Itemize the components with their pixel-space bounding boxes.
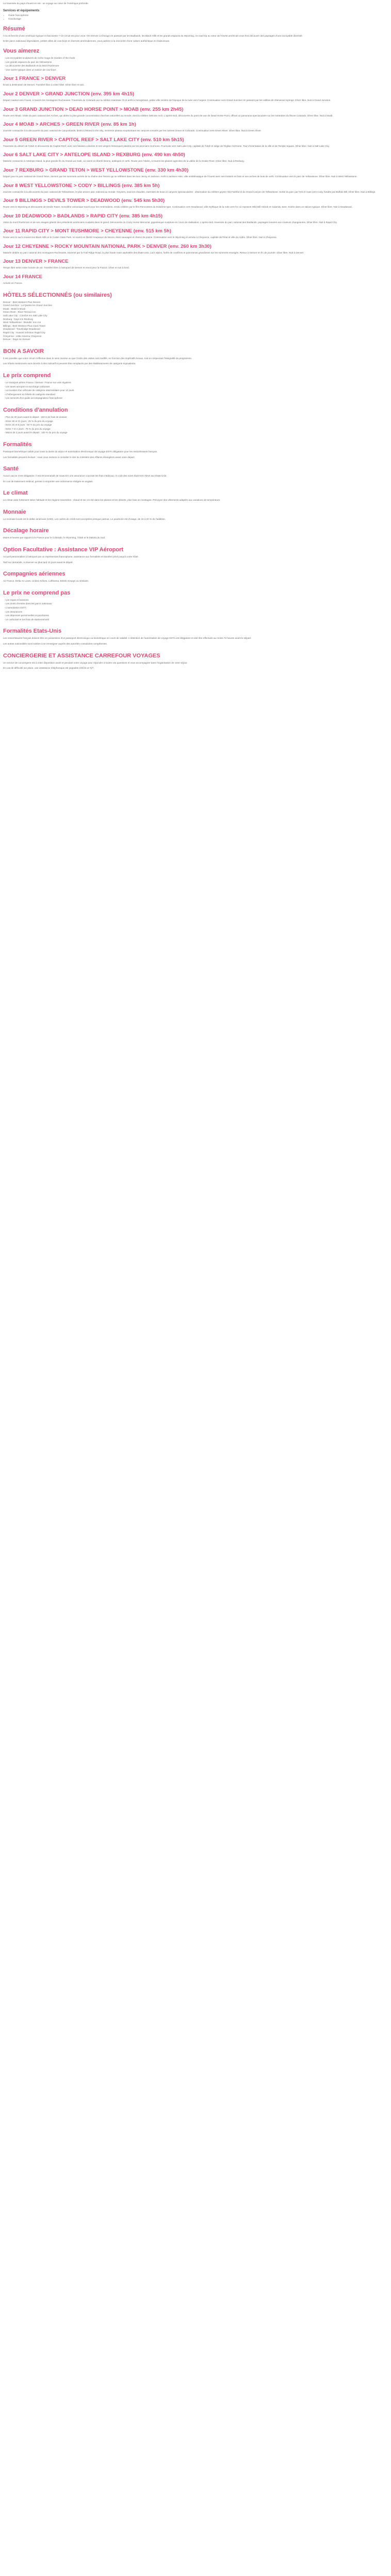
option-title: Option Facultative : Assistance VIP Aéroport [3, 547, 124, 553]
list-item: - Les dépenses personnelles et pourboires [4, 614, 380, 618]
list-item: Rexburg : Days Inn Rexburg [3, 317, 33, 320]
paragraph: Les ressortissants français doivent être en possession d'un passeport électronique ou biométrique en cours de validité. L'obtention de l'autorisation de voyage ESTA est obligatoire et doit être effectuée au moins 72 heures avant le départ. [3, 637, 252, 640]
list-item: Moab : Motel 6 Moab [3, 307, 26, 310]
paragraph: En cas de traitement médical, pensez à emporter une ordonnance rédigée en anglais. [3, 480, 93, 483]
day-text: Journée consacrée à la découverte du parc national de Yellowstone, le plus ancien parc national au monde. Geysers, sources chaudes, marmites de boue et canyons spectaculaires : observation du célèbre geyser Old Faithful et du Grand Canyon de Yellowstone. Sortie du parc par l'est et route vers Cody, fondée par Buffalo Bill. Dîner libre. Nuit à Billings. [3, 190, 376, 193]
day-text: Matinée dédiée au parc national des montagnes Rocheuses, traversé par la Trail Ridge Road, la plus haute route asphaltée des États-Unis. Lacs alpins, forêts de conifères et panoramas grandioses sur les sommets enneigés. Retour à Denver en fin de journée. Dîner libre. Nuit à Denver. [3, 251, 304, 254]
inclus-list [3, 381, 380, 400]
formalites-usa-title: Formalités Etats-Unis [3, 628, 62, 635]
compagnies-title: Compagnies aériennes [3, 571, 66, 578]
list-item: Cheyenne : Little America Cheyenne [3, 334, 42, 337]
intro-text: La traversée du pays d'ouest en est : un voyage au cœur de l'Amérique profonde. [3, 2, 89, 5]
list-item: - Moins de 2 jours avant le départ : 100 % du prix du voyage [4, 431, 380, 435]
paragraph: Tarif sur demande, à réserver au plus tard 15 jours avant le départ. [3, 561, 73, 564]
list-item: • Guide francophone [8, 14, 380, 18]
list-item: Deadwood : Travelodge Deadwood [3, 328, 40, 331]
paragraph: Air France, Delta Air Lines, United Airlines, Lufthansa, British Airways ou similaire. [3, 580, 89, 583]
day-text: Matinée consacrée à Antelope Island, la plus grande île du Grand Lac Salé, où vivent en liberté bisons, antilopes et cerfs. Route vers l'Idaho, à travers les plaines agricoles de la vallée de la Snake River. Dîner libre. Nuit à Rexburg. [3, 160, 245, 163]
list-item: Billings : Best Western Plus Clock Tower [3, 324, 46, 327]
list-item: West Yellowstone : Brandin' Iron Inn [3, 321, 41, 324]
highlights-list [3, 57, 380, 72]
list-item: - L'hébergement en hôtels de catégorie standard [4, 393, 380, 397]
day-text: Route vers Moab. Visite du parc national des Arches, qui abrite la plus grande concentration d'arches naturelles au monde, dont la célèbre Delicate Arch. L'après-midi, découverte du point de vue de Dead Horse Point, offrant un panorama spectaculaire sur les méandres du fleuve Colorado. Dîner libre. Nuit à Moab. [3, 114, 333, 117]
list-item: - Le transport aérien France / Denver / France sur vols réguliers [4, 381, 380, 385]
list-item: Rapid City : Howard Johnson Rapid City [3, 331, 45, 334]
list-item: - Entre 7 et 2 jours : 75 % du prix du voyage [4, 428, 380, 431]
services-list [3, 14, 380, 21]
paragraph: Les hôtels mentionnés sont donnés à titre indicatif et peuvent être remplacés par des établissements de catégorie équivalente. [3, 362, 136, 365]
list-item: - Entre 20 et 8 jours : 50 % du prix du voyage [4, 423, 380, 427]
list-item: - Les taxes aéroport et surcharge carburant [4, 385, 380, 389]
conditions-list [3, 416, 380, 435]
list-item: • Covoiturage [8, 18, 380, 21]
day-text: Départ matinal vers l'ouest, à travers les montagnes Rocheuses. Traversée du Colorado par la célèbre Interstate 70 et arrêt à Georgetown, petite ville minière de l'époque de la ruée vers l'argent. Continuation vers Grand Junction en passant par les vallées de Glenwood Springs. Dîner libre. Nuit à Grand Junction. [3, 98, 331, 101]
day-title: Jour 5 GREEN RIVER > CAPITOL REEF > SALT LAKE CITY (env. 510 km 5h15) [3, 137, 184, 143]
day-title: Jour 9 BILLINGS > DEVILS TOWER > DEADWOOD (env. 545 km 5h30) [3, 198, 165, 204]
formalites-title: Formalités [3, 441, 32, 448]
day-title: Jour 4 MOAB > ARCHES > GREEN RIVER (env. 85 km 1h) [3, 122, 136, 128]
day-title: Jour 10 DEADWOOD > BADLANDS > RAPID CITY (env. 385 km 4h15) [3, 213, 163, 219]
list-item: - Les assurances [4, 611, 380, 614]
services-title: Services et équipements [3, 9, 40, 12]
list-item: - Entre 30 et 21 jours : 25 % du prix du voyage [4, 420, 380, 423]
paragraph: Entre parcs nationaux légendaires, petites villes de cow-boys et réserves amérindiennes, vous partirez à la rencontre d'une culture authentique et chaleureuse. [3, 40, 170, 43]
paragraph: Moins 8 heures par rapport à la France pour le Colorado, le Wyoming, l'Utah et le Dakota du Sud. [3, 536, 106, 539]
inclus-title: Le prix comprend [3, 372, 51, 379]
list-item: - Les incroyables sculptures de roche rouge de Garden of the Gods [4, 57, 380, 60]
ne-comprend-pas-list [3, 599, 380, 622]
day-text: Arrivée en France. [3, 282, 23, 285]
day-title: Jour 2 DENVER > GRAND JUNCTION (env. 395 km 4h15) [3, 91, 135, 97]
day-title: Jour 1 FRANCE > DENVER [3, 76, 66, 82]
paragraph: Le climat varie fortement selon l'altitude et les régions traversées : chaud et sec en été dans les plaines et les déserts, plus frais en montagne. Prévoyez des vêtements adaptés aux variations de température. [3, 499, 221, 502]
list-item: - Les services d'un guide accompagnateur francophone [4, 397, 380, 400]
sante-title: Santé [3, 466, 19, 472]
itinerary [3, 76, 380, 285]
paragraph: Aucun vaccin n'est obligatoire. Il est recommandé de souscrire une assurance couvrant les frais médicaux, le coût des soins étant très élevé aux États-Unis. [3, 474, 167, 478]
list-item: Denver : Days Inn Denver [3, 338, 30, 341]
list-item: Grand Junction : La Quinta Inn Grand Junction [3, 304, 52, 307]
list-item: - Les droits d'entrée dans les parcs nationaux [4, 602, 380, 606]
ne-comprend-pas-title: Le prix ne comprend pas [3, 589, 71, 596]
hotels-title: HÔTELS SÉLECTIONNÉS (ou similaires) [3, 292, 112, 298]
paragraph: Les formalités peuvent évoluer : nous vous invitons à consulter le site du ministère des Affaires étrangères avant votre départ. [3, 455, 135, 459]
day-title: Jour 6 SALT LAKE CITY > ANTELOPE ISLAND > REXBURG (env. 490 km 4h50) [3, 152, 185, 158]
day-title: Jour 7 REXBURG > GRAND TETON > WEST YELLOWSTONE (env. 330 km 4h30) [3, 167, 189, 173]
bon-a-savoir-title: BON A SAVOIR [3, 348, 44, 354]
day-text: Temps libre selon votre horaire de vol. Transfert libre à l'aéroport de Denver et envol pour la France. Dîner et nuit à bord. [3, 266, 129, 269]
day-title: Jour 13 DENVER > FRANCE [3, 259, 69, 265]
day-text: Route vers le Wyoming et découverte de Devils Tower, monolithe volcanique sacré pour les Amérindiens, rendu célèbre par le film Rencontres du troisième type. Continuation vers Deadwood, ville mythique de la ruée vers l'or où reposent Wild Bill Hickok et Calamity Jane. Soirée dans un saloon typique. Dîner libre. Nuit à Deadwood. [3, 206, 352, 209]
day-text: Route vers le sud à travers les Black Hills et le Custer State Park, où vivent en liberté troupeaux de bisons, ânes sauvages et chiens de prairie. Continuation vers le Wyoming et arrivée à Cheyenne, capitale de l'État et ville du rodéo. Dîner libre. Nuit à Cheyenne. [3, 236, 277, 239]
day-title: Jour 12 CHEYENNE > ROCKY MOUNTAIN NATIONAL PARK > DENVER (env. 260 km 3h30) [3, 243, 211, 249]
list-item: - La location d'un véhicule de catégorie intermédiaire pour 12 jours [4, 389, 380, 393]
list-item: Denver : Best Western Plus Denver [3, 300, 41, 303]
paragraph: La monnaie locale est le dollar américain (USD). Les cartes de crédit sont acceptées presque partout. Le pourboire est d'usage, de 15 à 20 % de l'addition. [3, 517, 166, 520]
day-text: Journée consacrée à la découverte du parc national de Canyonlands, district d'Island in the Sky, immense plateau surplombant les canyons creusés par les rivières Green et Colorado. Continuation vers Green River. Dîner libre. Nuit à Green River. [3, 129, 262, 132]
paragraph: Accueil personnalisé à l'aéroport par un représentant francophone, assistance aux formalités et transfert privé jusqu'à votre hôtel. [3, 555, 139, 558]
list-item: - Une soirée typique dans un saloon de cow-boys [4, 69, 380, 72]
list-item: - Les grands espaces du parc de Yellowstone [4, 61, 380, 64]
highlights-title: Vous aimerez [3, 47, 40, 54]
list-item: - L'autorisation ESTA [4, 606, 380, 610]
day-title: Jour 3 GRAND JUNCTION > DEAD HORSE POINT > MOAB (env. 255 km 2h45) [3, 106, 184, 112]
paragraph: À la recherche d'une Amérique typique et fascinante ? Ce circuit est pour vous ! De Denver à Chicago en passant par les Badlands, les Black Hills et les grands espaces du Wyoming, ce road trip au cœur de l'Ouest américain vous fera découvrir des paysages d'une incroyable diversité. [3, 34, 303, 37]
paragraph: Les autres nationalités sont invitées à se renseigner auprès des autorités consulaires compétentes. [3, 642, 107, 645]
day-text: Départ pour le parc national de Grand Teton, dominé par les sommets acérés de la chaîne des Tetons qui se reflètent dans les lacs Jenny et Jackson. Arrêt à Jackson Hole, ville emblématique de l'Ouest avec ses trottoirs en bois et ses arches de bois de cerfs. Continuation vers le parc de Yellowstone. Dîner libre. Nuit à West Yellowstone. [3, 175, 357, 178]
monnaie-title: Monnaie [3, 509, 26, 515]
decalage-title: Décalage horaire [3, 528, 49, 534]
paragraph: En cas de difficulté sur place, une assistance téléphonique est joignable 24h/24 et 7j/7. [3, 667, 94, 670]
list-item: Green River : River Terrace Inn [3, 311, 36, 314]
resume-title: Résumé [3, 25, 25, 32]
conditions-title: Conditions d'annulation [3, 406, 68, 413]
list-item: - Plus de 30 jours avant le départ : 150 € de frais de dossier [4, 416, 380, 419]
conciergerie-title: CONCIERGERIE ET ASSISTANCE CARREFOUR VOYAGES [3, 652, 160, 659]
day-title: Jour 14 FRANCE [3, 274, 43, 280]
list-item: - Les repas et boissons [4, 599, 380, 602]
paragraph: Un service de conciergerie est à votre disposition avant et pendant votre voyage pour répondre à toutes vos questions et vous accompagner dans l'organisation de votre séjour. [3, 661, 188, 664]
page [0, 0, 384, 677]
paragraph: Passeport biométrique valide pour toute la durée du séjour et autorisation électronique de voyage ESTA obligatoire pour les ressortissants français. [3, 450, 158, 453]
list-item: Salt Lake City : Comfort Inn Salt Lake City [3, 314, 47, 317]
day-title: Jour 8 WEST YELLOWSTONE > CODY > BILLINGS (env. 385 km 5h) [3, 182, 160, 189]
day-text: Traversée du désert de l'Utah et découverte de Capitol Reef, avec ses falaises colorées et ses vergers historiques plantés par les pionniers mormons. Poursuite vers Salt Lake City, capitale de l'Utah et siège de l'Église mormone. Tour d'orientation de la ville et de Temple Square. Dîner libre. Nuit à Salt Lake City. [3, 144, 330, 147]
day-title: Jour 11 RAPID CITY > MONT RUSHMORE > CHEYENNE (env. 515 km 5h) [3, 228, 171, 234]
climat-title: Le climat [3, 490, 28, 497]
day-text: Visite du mont Rushmore et de ses visages géants des présidents américains sculptés dans le granit. Découverte du Crazy Horse Memorial, gigantesque sculpture en cours de réalisation. L'après-midi, traversée du parc national des Badlands, paysages lunaires aux couleurs changeantes. Dîner libre. Nuit à Rapid City. [3, 221, 337, 224]
day-text: Envol à destination de Denver. Transfert libre à votre hôtel. Dîner libre et nuit. [3, 83, 85, 87]
list-item: - La découverte des Badlands et du Mont Rushmore [4, 64, 380, 68]
list-item: - Le carburant et les frais de stationnement [4, 618, 380, 622]
paragraph: Il est possible que votre circuit s'effectue dans le sens inverse ou que l'ordre des visites soit modifié, en fonction des impératifs locaux, tout en respectant l'intégralité du programme. [3, 357, 192, 360]
hotels-list [3, 301, 380, 342]
